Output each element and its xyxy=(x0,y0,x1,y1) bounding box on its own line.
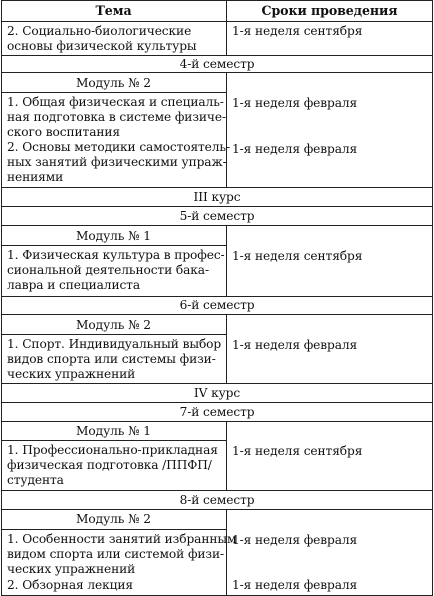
semester-heading: 5-й семестр xyxy=(179,209,255,223)
topic-line: 2. Социально-биологические xyxy=(7,24,192,38)
date-cell: 1-я неделя сентября xyxy=(232,24,363,38)
topic-line: 1. Особенности занятий избранным xyxy=(7,532,237,546)
rule xyxy=(1,72,433,73)
module-heading: Модуль № 1 xyxy=(76,229,151,243)
topic-line: 1. Физическая культура в профес- xyxy=(7,248,225,262)
topic-line: сиональной деятельности бака- xyxy=(7,263,209,277)
semester-heading: 6-й семестр xyxy=(179,298,255,312)
topic-line: 1. Профессионально-прикладная xyxy=(7,443,218,457)
topic-line: нениями xyxy=(7,170,64,184)
topic-line: ческих упражнений xyxy=(7,562,136,576)
rule xyxy=(1,383,433,384)
topic-line: физическая подготовка /ППФП/ xyxy=(7,458,212,472)
rule-header xyxy=(1,21,433,22)
topic-line: 2. Обзорная лекция xyxy=(7,578,133,592)
column-divider xyxy=(226,72,227,188)
rule xyxy=(1,225,433,226)
date-cell: 1-я неделя сентября xyxy=(232,444,363,458)
topic-line: ная подготовка в системе физиче- xyxy=(7,110,226,124)
header-topic: Тема xyxy=(95,3,132,18)
topic-line: студента xyxy=(7,473,64,487)
column-divider xyxy=(226,509,227,596)
date-cell: 1-я неделя февраля xyxy=(232,578,358,592)
rule-module xyxy=(1,334,227,335)
date-cell: 1-я неделя февраля xyxy=(232,338,358,352)
semester-heading: 8-й семестр xyxy=(179,493,255,507)
date-cell: 1-я неделя сентября xyxy=(232,249,363,263)
module-heading: Модуль № 2 xyxy=(76,318,151,332)
date-cell: 1-я неделя февраля xyxy=(232,533,358,547)
rule xyxy=(1,55,433,56)
topic-line: видом спорта или системой физи- xyxy=(7,547,225,561)
column-divider xyxy=(226,314,227,384)
semester-heading: 7-й семестр xyxy=(179,405,255,419)
rule xyxy=(1,490,433,491)
course-heading: IV курс xyxy=(193,386,241,400)
rule xyxy=(1,187,433,188)
topic-line: 1. Спорт. Индивидуальный выбор xyxy=(7,337,222,351)
topic-line: лавра и специалиста xyxy=(7,278,140,292)
topic-line: ных занятий физическими упраж- xyxy=(7,155,227,169)
module-heading: Модуль № 2 xyxy=(76,76,151,90)
rule xyxy=(1,402,433,403)
topic-line: основы физической культуры xyxy=(7,39,197,53)
table-border-top xyxy=(1,0,433,1)
rule xyxy=(1,206,433,207)
rule xyxy=(1,296,433,297)
rule-module xyxy=(1,245,227,246)
column-divider xyxy=(226,225,227,297)
semester-heading: 4-й семестр xyxy=(179,57,255,71)
date-cell: 1-я неделя февраля xyxy=(232,142,358,156)
rule-module xyxy=(1,92,227,93)
topic-line: 1. Общая физическая и специаль- xyxy=(7,95,224,109)
rule xyxy=(1,421,433,422)
topic-line: ского воспитания xyxy=(7,125,120,139)
topic-line: 2. Основы методики самостоятель- xyxy=(7,140,230,154)
course-heading: III курс xyxy=(193,190,241,204)
module-heading: Модуль № 1 xyxy=(76,424,151,438)
column-divider xyxy=(226,421,227,491)
rule-module xyxy=(1,529,227,530)
date-cell: 1-я неделя февраля xyxy=(232,96,358,110)
module-heading: Модуль № 2 xyxy=(76,512,151,526)
rule xyxy=(1,314,433,315)
header-dates: Сроки проведения xyxy=(261,3,398,18)
rule-module xyxy=(1,440,227,441)
rule xyxy=(1,509,433,510)
topic-line: видов спорта или системы физи- xyxy=(7,352,216,366)
topic-line: ческих упражнений xyxy=(7,367,136,381)
